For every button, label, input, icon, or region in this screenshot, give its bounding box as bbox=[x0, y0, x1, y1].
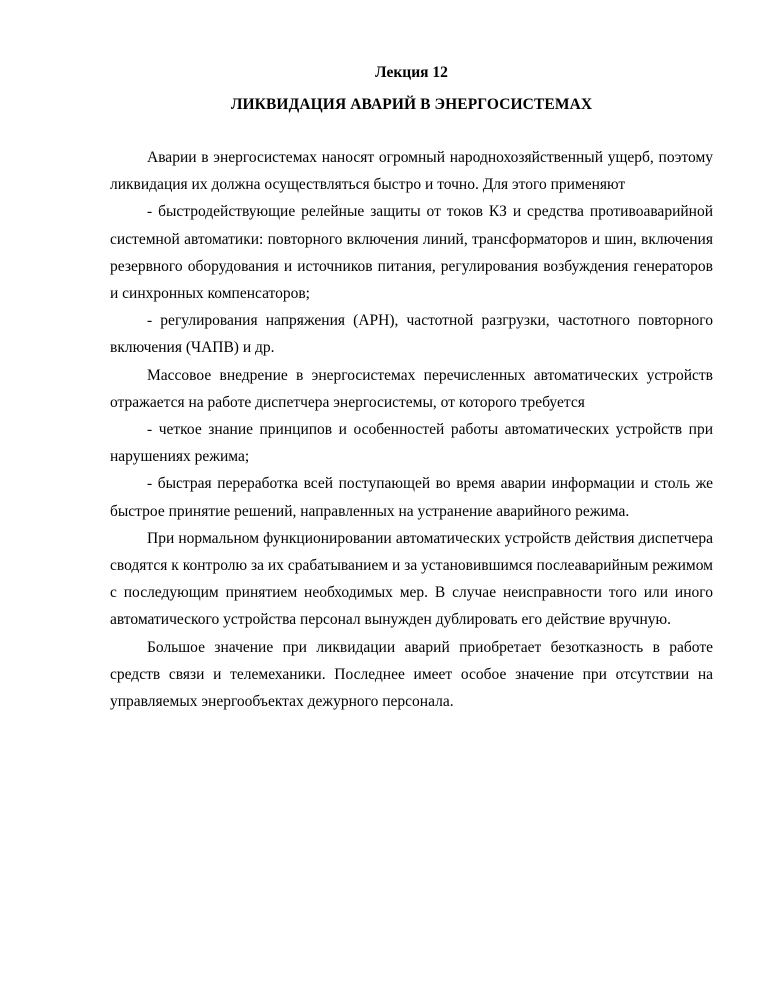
list-item-relay-protection: - быстродействующие релейные защиты от токов КЗ и средства противоаварийной системной автоматики: повторного включения линий, трансформаторов и шин, включения резервного оборудования и источников питания, регулирования возбуждения генераторов и синхронных компенсаторов; bbox=[110, 203, 713, 303]
page-title: ЛИКВИДАЦИЯ АВАРИЙ В ЭНЕРГОСИСТЕМАХ bbox=[230, 96, 593, 113]
list-item-fast-processing: - быстрая переработка всей поступающей во время аварии информации и столь же быстрое принятие решений, направленных на устранение аварийного режима. bbox=[110, 475, 713, 520]
document-page bbox=[110, 62, 713, 715]
paragraph-normal-operation: При нормальном функционировании автоматических устройств действия диспетчера сводятся к контролю за их срабатыванием и за установившимся послеаварийным режимом с последующим принятием необходимых мер. В случае неисправности того или иного автоматического устройства персонал вынужден дублировать его действие вручную. bbox=[110, 529, 713, 629]
list-item-voltage-regulation: - регулирования напряжения (АРН), частотной разгрузки, частотного повторного включения (ЧАПВ) и др. bbox=[110, 312, 713, 357]
list-item-clear-knowledge: - четкое знание принципов и особенностей работы автоматических устройств при нарушениях режима; bbox=[110, 421, 713, 466]
paragraph-intro: Аварии в энергосистемах наносят огромный народнохозяйственный ущерб, поэтому ликвидация их должна осуществляться быстро и точно. Для этого применяют bbox=[110, 149, 713, 194]
lecture-label: Лекция 12 bbox=[375, 64, 448, 81]
paragraph-communications: Большое значение при ликвидации аварий приобретает безотказность в работе средств связи и телемеханики. Последнее имеет особое значение при отсутствии на управляемых энергообъектах дежурного персонала. bbox=[110, 638, 713, 711]
paragraph-mass-deployment: Массовое внедрение в энергосистемах перечисленных автоматических устройств отражается на работе диспетчера энергосистемы, от которого требуется bbox=[110, 366, 713, 411]
document-body bbox=[110, 144, 713, 715]
